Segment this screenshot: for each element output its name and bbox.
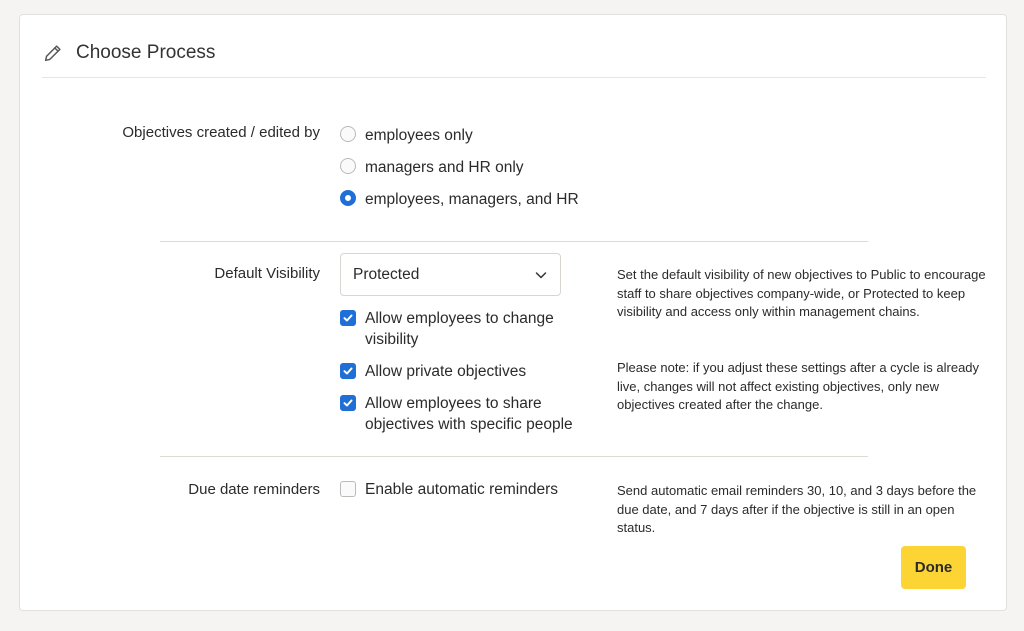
objectives-label: Objectives created / edited by [122,124,320,141]
section-divider [160,456,868,457]
reminders-help-text: Send automatic email reminders 30, 10, and 3 days before the due date, and 7 days after if the objective is still in an open status. [617,483,977,535]
checkbox-share-specific-people[interactable] [340,393,600,435]
header-divider [42,77,986,78]
chevron-down-icon [534,268,548,282]
checkmark-icon [342,312,354,324]
visibility-label: Default Visibility [214,265,320,282]
radio-managers-hr-only[interactable] [340,157,524,178]
checkbox-label: Allow employees to change visibility [365,310,554,348]
checkbox[interactable] [340,310,356,326]
choose-process-card [19,14,1007,611]
card-header [42,39,215,67]
checkmark-icon [342,397,354,409]
radio-button[interactable] [340,158,356,174]
checkbox-private-objectives[interactable] [340,361,526,382]
checkmark-icon [342,365,354,377]
checkbox-change-visibility[interactable] [340,308,590,350]
checkbox-label: Allow private objectives [365,363,527,380]
checkbox-automatic-reminders[interactable] [340,479,558,500]
radio-employees-only[interactable] [340,125,473,146]
pencil-icon [42,42,64,64]
page-title: Choose Process [76,42,216,63]
done-button[interactable]: Done [901,546,966,589]
checkbox-label: Enable automatic reminders [365,481,558,498]
checkbox[interactable] [340,481,356,497]
radio-label: managers and HR only [365,159,524,176]
reminders-label: Due date reminders [188,481,320,498]
radio-label: employees, managers, and HR [365,191,579,208]
radio-button[interactable] [340,126,356,142]
visibility-select[interactable] [340,253,561,296]
section-divider [160,241,868,242]
checkbox-label: Allow employees to share objectives with specific people [365,395,573,433]
select-value: Protected [353,265,420,283]
radio-label: employees only [365,127,473,144]
checkbox[interactable] [340,395,356,411]
visibility-help-text: Set the default visibility of new objectives to Public to encourage staff to share objectives company-wide, or Protected to keep visibility and access only within management chains. [617,267,986,319]
radio-employees-managers-hr[interactable] [340,189,579,210]
checkbox[interactable] [340,363,356,379]
radio-button-selected[interactable] [340,190,356,206]
visibility-note-text: Please note: if you adjust these settings after a cycle is already live, changes will not affect existing objectives, only new objectives created after the change. [617,360,980,412]
